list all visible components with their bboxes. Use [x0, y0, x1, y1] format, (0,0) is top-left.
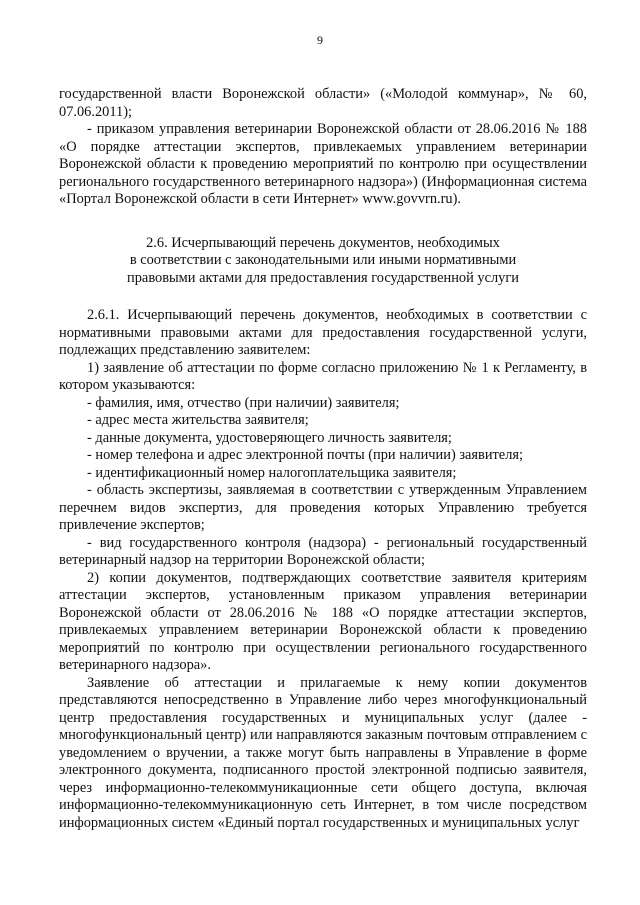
list-item: - вид государственного контроля (надзора) - региональный государственный ветеринарный надзор на территории Воронежской области; [59, 534, 587, 568]
list-item: - идентификационный номер налогоплательщика заявителя; [87, 464, 457, 481]
paragraph-item-2: 2) копии документов, подтверждающих соответствие заявителя критериям аттестации экспертов, установленным приказом управления ветеринарии Воронежской области от 28.06.2016 № 188 «О порядке аттестации экспертов, привлекаемых управлением ветеринарии Воронежской области к проведению мероприятий по контролю при осуществлении регионального государственного ветеринарного надзора». [59, 569, 587, 673]
list-item: - адрес места жительства заявителя; [87, 412, 309, 428]
spacer [59, 209, 587, 235]
list-item: - данные документа, удостоверяющего личность заявителя; [87, 429, 452, 446]
section-heading [59, 235, 587, 288]
section-heading-line: 2.6. Исчерпывающий перечень документов, необходимых [146, 234, 500, 251]
paragraph-item-1: 1) заявление об аттестации по форме согласно приложению № 1 к Регламенту, в котором указываются: [59, 359, 587, 393]
list-item: - область экспертизы, заявляемая в соответствии с утвержденным Управлением перечнем видов экспертиз, для проведения которых Управлению требуется привлечение экспертов; [59, 482, 587, 533]
page-number: 9 [317, 33, 323, 47]
paragraph-continuation: государственной власти Воронежской области» («Молодой коммунар», № 60, 07.06.2011); [59, 86, 587, 120]
section-heading-line: в соответствии с законодательными или иными нормативными [129, 252, 517, 268]
paragraph-order-reference: - приказом управления ветеринарии Воронежской области от 28.06.2016 № 188 «О порядке аттестации экспертов, привлекаемых управлением ветеринарии Воронежской области к проведению мероприятий по контролю при осуществлении регионального государственного ветеринарного надзора») (Информационная система «Портал Воронежской области в сети Интернет» www.govvrn.ru). [59, 121, 587, 207]
list-item: - номер телефона и адрес электронной почты (при наличии) заявителя; [87, 447, 523, 463]
spacer [59, 287, 587, 307]
list-item: - фамилия, имя, отчество (при наличии) заявителя; [87, 394, 400, 411]
section-heading-line: правовыми актами для предоставления государственной услуги [127, 269, 519, 286]
paragraph-2-6-1: 2.6.1. Исчерпывающий перечень документов, необходимых в соответствии с нормативными правовыми актами для предоставления государственной услуги, подлежащих представлению заявителем: [59, 307, 587, 358]
paragraph-submission: Заявление об аттестации и прилагаемые к нему копии документов представляются непосредственно в Управление либо через многофункциональный центр предоставления государственных и муниципальных услуг (далее - многофункциональный центр) или направляются заказным почтовым отправлением с уведомлением о вручении, а также могут быть направлены в Управление в форме электронного документа, подписанного простой электронной подписью заявителя, через информационно-телекоммуникационные сети общего доступа, включая информационно-телекоммуникационную сеть Интернет, в том числе посредством информационных систем «Единый портал государственных и муниципальных услуг [59, 674, 587, 831]
document-body [59, 86, 587, 832]
